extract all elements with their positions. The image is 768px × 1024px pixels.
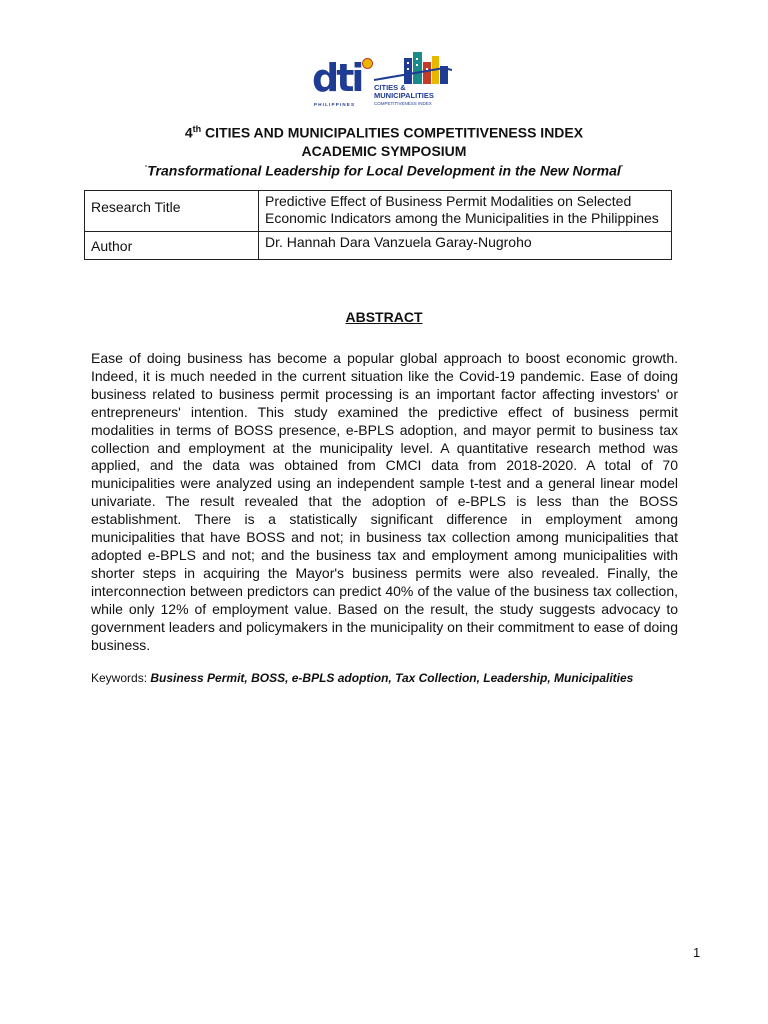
research-title-value: Predictive Effect of Business Permit Modalities on Selected Economic Indicators among the Municipalities in the Philippines (259, 191, 672, 232)
keywords-label: Keywords: (91, 671, 151, 685)
abstract-body: Ease of doing business has become a popular global approach to boost economic growth. Indeed, it is much needed in the current situation like the Covid-19 pandemic. Ease of doing business related to business permit processing is an important factor affecting investors' or entrepreneurs' intention. This study examined the predictive effect of business permit modalities in terms of BOSS presence, e-BPLS adoption, and mayor permit to business tax collection and employment at the municipality level. A quantitative research method was applied, and the data was obtained from CMCI data from 2018-2020. A total of 70 municipalities were analyzed using an independent sample t-test and a general linear model univariate. The result revealed that the adoption of e-BPLS is less than the BOSS establishment. There is a statistically significant difference in employment among municipalities that have BOSS and not; in business tax collection among municipalities that adopted e-BPLS and not; and the business tax and employment among municipalities with shorter steps in acquiring the Mayor's business permits were also revealed. Finally, the interconnection between predictors can predict 40% of the value of the business tax collection, while only 12% of employment value. Based on the result, the study suggests advocacy to government leaders and policymakers in the municipality on their commitment to ease of doing business. (91, 350, 678, 653)
dti-logo-text: dti (312, 56, 362, 100)
symposium-title (0, 120, 768, 142)
title-ordinal-suffix: th (192, 124, 202, 134)
cmci-logo (374, 50, 452, 112)
title-ordinal: 4 (184, 124, 193, 141)
table-row (85, 191, 672, 232)
cmci-logo-line1: CITIES & (374, 83, 406, 92)
abstract-heading: ABSTRACT (345, 309, 423, 325)
research-info-table (84, 190, 672, 260)
cmci-logo-line2: MUNICIPALITIES (374, 91, 434, 100)
document-header (0, 120, 768, 179)
dti-logo-dot (362, 58, 373, 69)
table-row (85, 232, 672, 260)
symposium-subtitle: ACADEMIC SYMPOSIUM (301, 142, 467, 159)
dti-logo (312, 54, 374, 110)
author-label: Author (85, 232, 259, 260)
theme-text: Transformational Leadership for Local Development in the New Normal (147, 162, 621, 179)
theme-open-quote: “ (144, 164, 148, 172)
author-value: Dr. Hannah Dara Vanzuela Garay-Nugroho (259, 232, 672, 260)
page-number: 1 (693, 945, 701, 960)
keywords-values: Business Permit, BOSS, e-BPLS adoption, Tax Collection, Leadership, Municipalities (150, 671, 634, 685)
theme-close-quote: ” (620, 164, 624, 172)
cmci-logo-line3: COMPETITIVENESS INDEX (374, 101, 432, 106)
title-rest: CITIES AND MUNICIPALITIES COMPETITIVENESS INDEX (201, 124, 584, 141)
research-title-label: Research Title (85, 191, 259, 232)
header-logos (312, 50, 452, 112)
dti-logo-country: PHILIPPINES (314, 102, 356, 107)
symposium-theme (0, 160, 768, 180)
keywords-line (91, 671, 691, 685)
cmci-skyline-icon (374, 50, 452, 84)
